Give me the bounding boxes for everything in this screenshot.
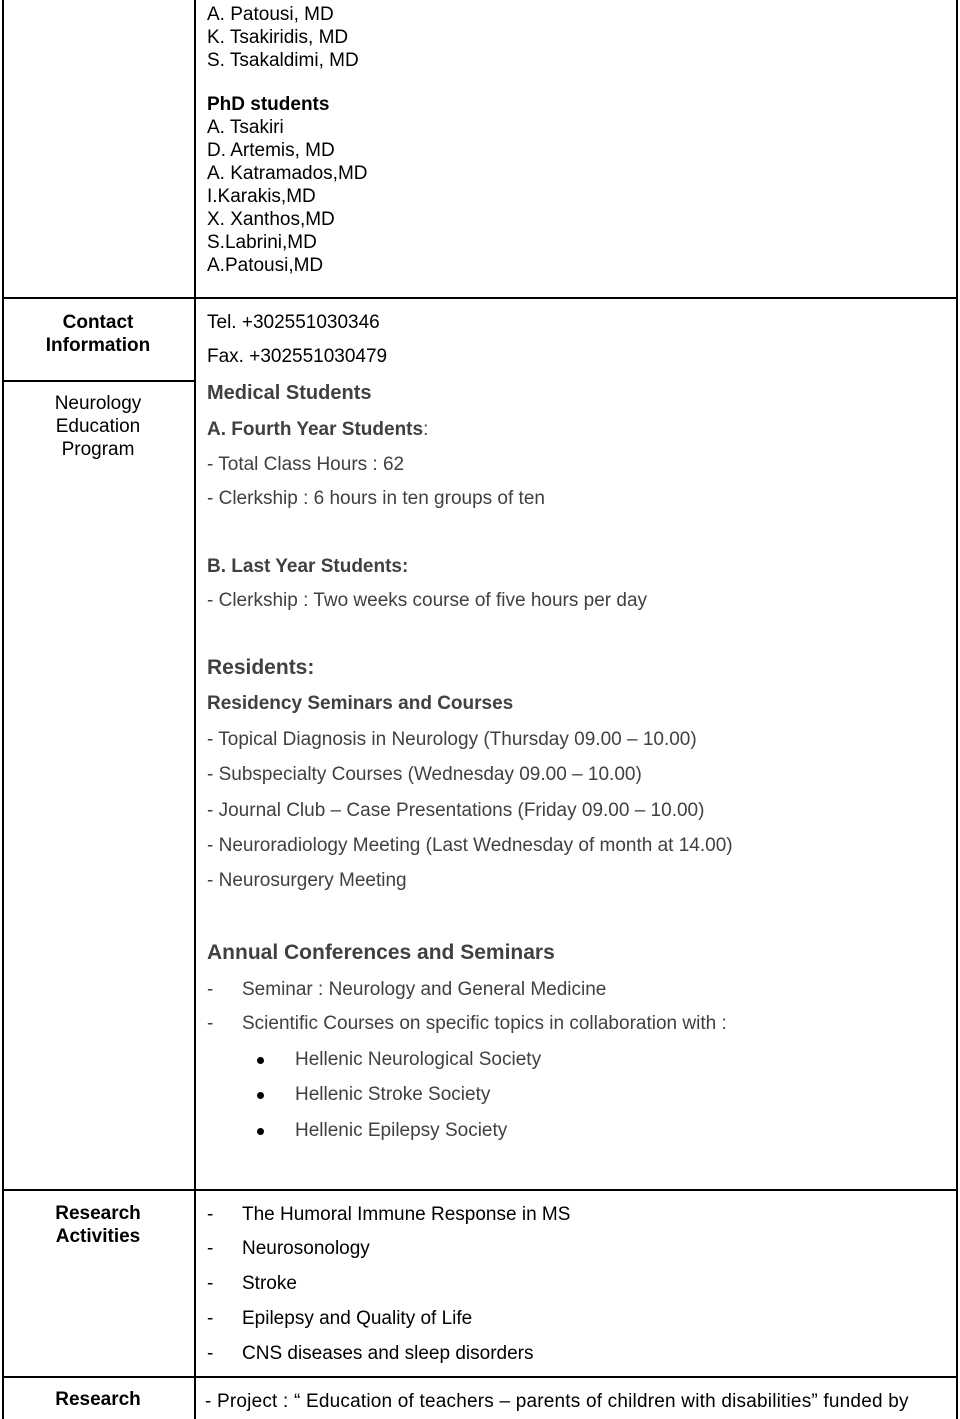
research-label [2, 1388, 194, 1411]
society-item [207, 1048, 733, 1071]
last-year-heading: B. Last Year Students: [207, 556, 409, 577]
phd-student: A.Patousi,MD [207, 255, 324, 276]
phd-student: D. Artemis, MD [207, 140, 335, 161]
phd-student: I.Karakis,MD [207, 186, 316, 207]
phone-number: Tel. +302551030346 [207, 312, 380, 333]
research-item [207, 1307, 570, 1330]
phd-heading: PhD students [207, 94, 330, 115]
society-name: Hellenic Epilepsy Society [295, 1120, 508, 1141]
research-project-line: - Project : “ Education of teachers – parents of children with disabilities” funded by [205, 1391, 909, 1412]
dash-marker: - [207, 1204, 214, 1225]
label-line: Education [55, 416, 141, 437]
research-item-text: Stroke [242, 1273, 297, 1294]
education-program [207, 382, 733, 1142]
conference-item-text: Scientific Courses on specific topics in collaboration with : [242, 1013, 727, 1034]
fourth-year-item: - Total Class Hours : 62 [207, 454, 405, 475]
label-line: Activities [55, 1226, 141, 1247]
residency-item: - Topical Diagnosis in Neurology (Thursday 09.00 – 10.00) [207, 729, 697, 750]
education-program-label [2, 392, 194, 461]
medical-students-heading: Medical Students [207, 382, 372, 404]
conference-item-text: Seminar : Neurology and General Medicine [242, 979, 607, 1000]
label-line: Neurology [54, 393, 142, 414]
society-item [207, 1119, 733, 1142]
residency-item: - Neuroradiology Meeting (Last Wednesday of month at 14.00) [207, 835, 733, 856]
research-activities-label [2, 1202, 194, 1248]
staff-item: A. Patousi, MD [207, 4, 334, 25]
society-name: Hellenic Neurological Society [295, 1049, 542, 1070]
residents-heading: Residents: [207, 656, 315, 679]
society-item [207, 1083, 733, 1106]
phd-student: S.Labrini,MD [207, 232, 317, 253]
residency-item: - Subspecialty Courses (Wednesday 09.00 – 10.00) [207, 764, 642, 785]
society-name: Hellenic Stroke Society [295, 1084, 491, 1105]
residency-item: - Journal Club – Case Presentations (Friday 09.00 – 10.00) [207, 800, 705, 821]
conference-item [207, 1012, 733, 1035]
label-line: Contact [62, 312, 134, 333]
fourth-year-colon: : [423, 419, 429, 440]
phd-student: A. Katramados,MD [207, 163, 368, 184]
staff-item: S. Tsakaldimi, MD [207, 50, 359, 71]
table-border-right [956, 0, 958, 1419]
research-item-text: Neurosonology [242, 1238, 370, 1259]
row-divider-1 [2, 297, 957, 299]
fourth-year-heading [207, 418, 733, 441]
last-year-item: - Clerkship : Two weeks course of five hours per day [207, 590, 648, 611]
label-line: Program [61, 439, 135, 460]
bullet-icon [257, 1057, 264, 1064]
label-line: Research [55, 1389, 141, 1410]
dash-marker: - [207, 1238, 214, 1259]
contact-information-label [2, 311, 194, 357]
bullet-icon [257, 1092, 264, 1099]
research-activities [207, 1203, 570, 1365]
phd-student: X. Xanthos,MD [207, 209, 335, 230]
label-line: Research [55, 1203, 141, 1224]
research-item [207, 1237, 570, 1260]
row-divider-2 [2, 380, 194, 382]
research-item-text: CNS diseases and sleep disorders [242, 1343, 534, 1364]
bullet-icon [257, 1128, 264, 1135]
dash-marker: - [207, 1013, 214, 1034]
fourth-year-item: - Clerkship : 6 hours in ten groups of ten [207, 488, 545, 509]
dash-marker: - [207, 979, 214, 1000]
row-divider-4 [2, 1376, 957, 1378]
dash-marker: - [207, 1273, 214, 1294]
research-item [207, 1272, 570, 1295]
conference-item [207, 978, 733, 1001]
column-divider [194, 0, 196, 1419]
research-item [207, 1342, 570, 1365]
label-line: Information [45, 335, 151, 356]
residency-item: - Neurosurgery Meeting [207, 870, 407, 891]
row-divider-3 [2, 1189, 957, 1191]
conferences-heading: Annual Conferences and Seminars [207, 941, 555, 964]
phd-students-section [207, 93, 368, 277]
dash-marker: - [207, 1343, 214, 1364]
dash-marker: - [207, 1308, 214, 1329]
residency-heading: Residency Seminars and Courses [207, 693, 514, 714]
fax-number: Fax. +302551030479 [207, 346, 388, 367]
staff-list [207, 3, 359, 72]
staff-item: K. Tsakiridis, MD [207, 27, 349, 48]
research-item-text: Epilepsy and Quality of Life [242, 1308, 473, 1329]
fourth-year-title: A. Fourth Year Students [207, 419, 424, 440]
phd-student: A. Tsakiri [207, 117, 284, 138]
contact-info [207, 311, 387, 368]
research-item-text: The Humoral Immune Response in MS [242, 1204, 571, 1225]
research-item [207, 1203, 570, 1226]
